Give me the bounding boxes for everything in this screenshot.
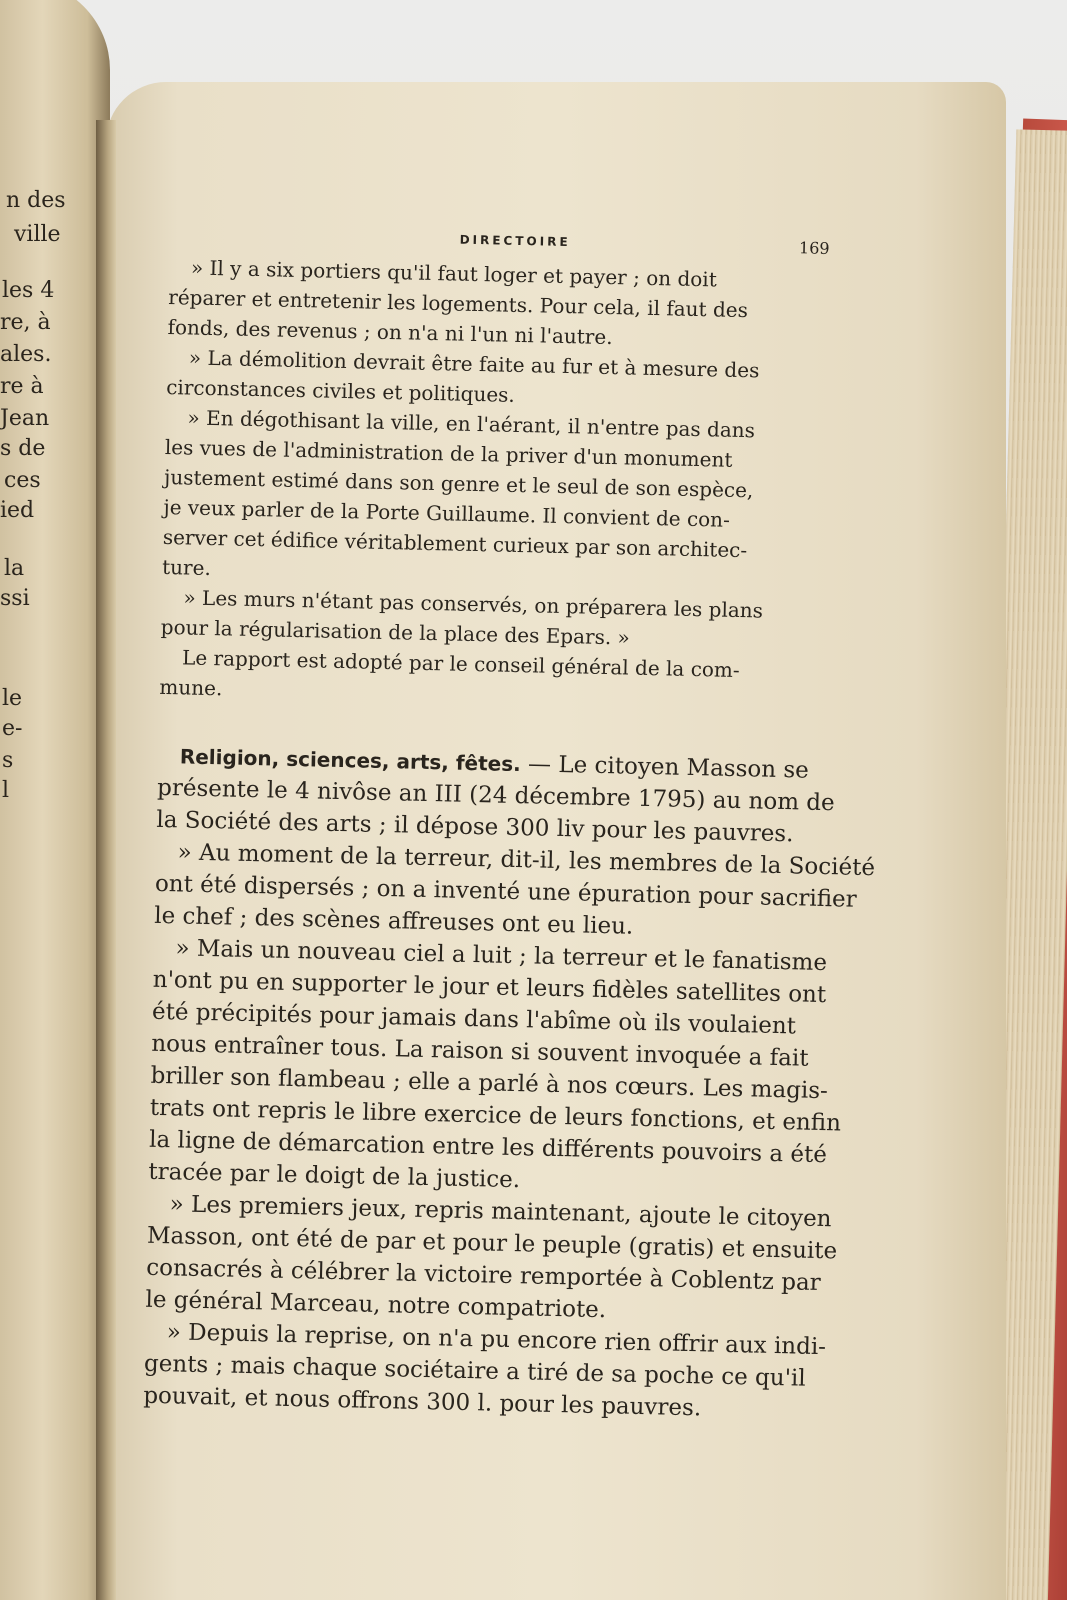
text-line: circonstances civiles et politiques.	[165, 374, 516, 407]
text-line: » La démolition devrait être faite au fur et à mesure des	[188, 345, 760, 383]
text-line: justement estimé dans son genre et le seul de son espèce,	[163, 464, 754, 503]
text-line: ont été dispersés ; on a inventé une épuration pour sacrifier	[154, 870, 858, 913]
text-line: la Société des arts ; il dépose 300 liv pour les pauvres.	[156, 806, 794, 848]
text-line: mune.	[159, 674, 223, 701]
text-line: » Les murs n'étant pas conservés, on préparera les plans	[183, 585, 764, 623]
text-line: fonds, des revenus ; on n'a ni l'un ni l'autre.	[167, 314, 613, 350]
page-number: 169	[798, 238, 830, 258]
left-page	[0, 0, 110, 1600]
text-line: ture.	[161, 554, 212, 581]
text-line: le général Marceau, notre compatriote.	[145, 1286, 607, 1324]
text-line: pouvait, et nous offrons 300 l. pour les pauvres.	[143, 1382, 702, 1422]
text-line: Masson, ont été de par et pour le peuple (gratis) et ensuite	[146, 1222, 838, 1265]
paragraph	[156, 740, 835, 851]
text-line: » Depuis la reprise, on n'a pu encore rien offrir aux indi-	[166, 1319, 827, 1361]
text-line: la ligne de démarcation entre les différents pouvoirs a été	[148, 1126, 828, 1169]
left-page-fragment: ces	[4, 468, 41, 493]
text-line: gents ; mais chaque sociétaire a tiré de sa poche ce qu'il	[143, 1350, 806, 1392]
text-line: Le rapport est adopté par le conseil général de la com-	[181, 645, 740, 683]
text-line: présente le 4 nivôse an III (24 décembre 1795) au nom de	[156, 774, 835, 817]
text-line: briller son flambeau ; elle a parlé à nos cœurs. Les magis-	[150, 1062, 829, 1105]
text-line: le chef ; des scènes affreuses ont eu lieu.	[153, 902, 634, 940]
section-religion	[143, 740, 876, 1427]
paragraph	[145, 1188, 838, 1331]
left-page-fragment: l	[2, 778, 10, 803]
text-line: les vues de l'administration de la priver d'un monument	[164, 434, 733, 472]
text-line: server cet édifice véritablement curieux par son architec-	[162, 524, 748, 563]
text-line: » Mais un nouveau ciel a luit ; la terreur et le fanatisme	[175, 935, 828, 977]
text-line: je veux parler de la Porte Guillaume. Il convient de con-	[163, 494, 731, 532]
left-page-fragment: n des	[6, 188, 66, 213]
paragraph	[167, 252, 839, 357]
left-page-fragment: ied	[0, 498, 35, 523]
left-page-fragment: ssi	[0, 586, 30, 611]
left-page-fragment: la	[4, 556, 25, 581]
paragraph	[148, 932, 842, 1203]
section-heading: Religion, sciences, arts, fêtes.	[179, 744, 522, 777]
text-line: été précipités pour jamais dans l'abîme où ils voulaient	[151, 998, 797, 1040]
paragraph	[143, 1316, 827, 1427]
text-line: tracée par le doigt de la justice.	[148, 1158, 521, 1194]
left-page-fragment: ville	[14, 222, 61, 247]
left-page-fragment: re à	[0, 374, 44, 399]
text-line: » Au moment de la terreur, dit-il, les membres de la Société	[177, 839, 876, 882]
paragraph	[162, 402, 836, 597]
left-page-fragment: ales.	[0, 342, 52, 367]
text-line: » En dégothisant la ville, en l'aérant, il n'entre pas dans	[187, 405, 756, 443]
left-page-fragment: les 4	[2, 278, 55, 303]
page-text	[143, 222, 876, 1427]
text-line: consacrés à célébrer la victoire remportée à Coblentz par	[145, 1254, 821, 1297]
text-line: pour la régularisation de la place des Epars. »	[160, 614, 631, 650]
left-page-fragment: Jean	[0, 406, 50, 431]
left-page-fragment: le	[2, 686, 23, 711]
text-line: nous entraîner tous. La raison si souvent invoquée a fait	[151, 1030, 809, 1072]
book-gutter	[96, 120, 116, 1600]
paragraph	[153, 836, 876, 947]
text-line: réparer et entretenir les logements. Pour cela, il faut des	[168, 284, 749, 323]
running-title: DIRECTOIRE	[459, 232, 571, 250]
text-line: » Les premiers jeux, repris maintenant, ajoute le citoyen	[169, 1191, 832, 1233]
text-line: n'ont pu en supporter le jour et leurs fidèles satellites ont	[152, 966, 827, 1009]
text-line-rest: — Le citoyen Masson se	[520, 751, 810, 784]
text-line: » Il y a six portiers qu'il faut loger et payer ; on doit	[190, 255, 718, 292]
text-line: trats ont repris le libre exercice de leurs fonctions, et enfin	[149, 1094, 842, 1137]
left-page-fragment: e-	[2, 716, 23, 741]
left-page-fragment: re, à	[0, 310, 51, 335]
left-page-fragment: s de	[0, 436, 46, 461]
left-page-fragment: s	[2, 748, 14, 773]
